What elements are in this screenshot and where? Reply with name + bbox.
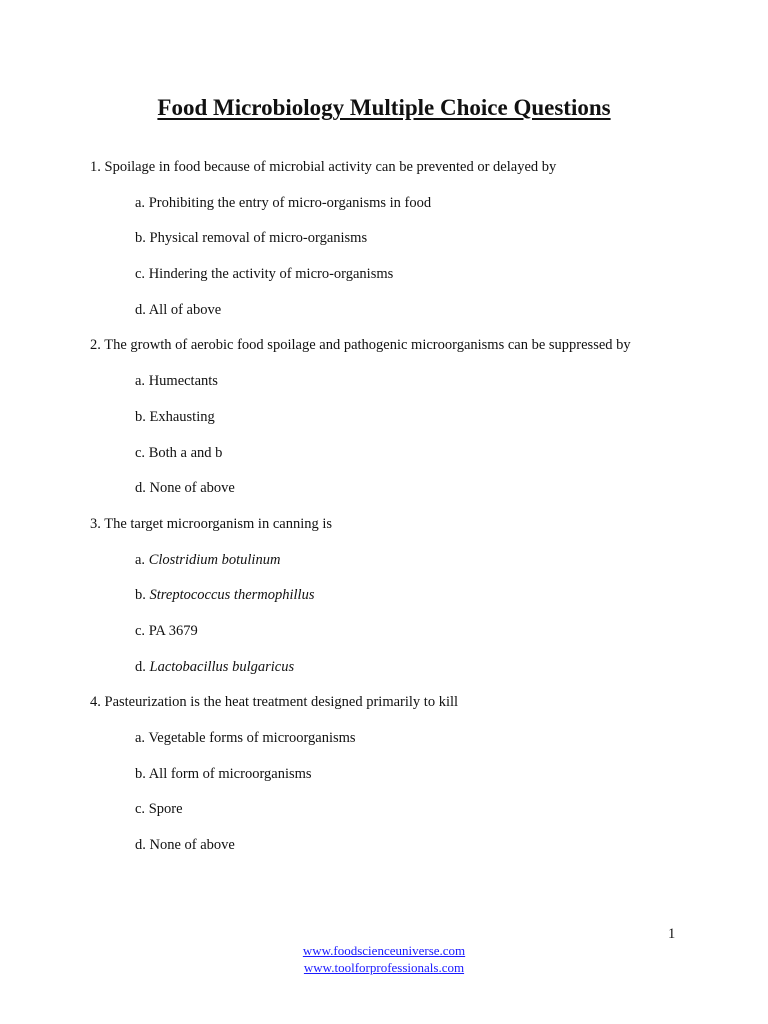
option-text: None of above	[149, 480, 235, 497]
answer-option-a	[135, 193, 730, 229]
option-prefix: b.	[135, 230, 150, 247]
option-prefix: a.	[135, 373, 149, 390]
option-text: Both a and b	[148, 444, 223, 461]
option-text: All form of microorganisms	[148, 765, 312, 782]
question-text: 3. The target microorganism in canning is	[90, 515, 333, 532]
answer-option-c	[135, 264, 730, 300]
option-prefix: d.	[135, 658, 150, 675]
answer-option-b	[135, 407, 730, 443]
answer-option-c	[135, 443, 730, 479]
option-prefix: d.	[135, 301, 149, 318]
answer-option-d	[135, 835, 730, 871]
answer-option-d	[135, 478, 730, 514]
option-prefix: b.	[135, 765, 149, 782]
option-prefix: b.	[135, 587, 150, 604]
option-text: Hindering the activity of micro-organisms	[148, 266, 394, 283]
answer-option-b	[135, 228, 730, 264]
option-prefix: c.	[135, 801, 149, 818]
answer-option-d	[135, 657, 730, 693]
page-number: 1	[668, 926, 676, 942]
option-text: Vegetable forms of microorganisms	[148, 730, 356, 746]
option-prefix: c.	[135, 444, 149, 461]
option-text: None of above	[149, 837, 235, 854]
option-prefix: c.	[135, 266, 149, 283]
option-text: Lactobacillus bulgaricus	[149, 658, 295, 675]
question-text: 1. Spoilage in food because of microbial activity can be prevented or delayed by	[90, 159, 557, 175]
option-prefix: a.	[135, 551, 149, 568]
page-footer	[0, 942, 768, 976]
question-2	[90, 335, 730, 513]
question-list	[90, 157, 730, 871]
question-text: 2. The growth of aerobic food spoilage and pathogenic microorganisms can be suppressed by	[90, 337, 631, 354]
question-3	[90, 514, 730, 692]
option-text: Exhausting	[149, 408, 215, 425]
option-text: PA 3679	[148, 622, 198, 639]
footer-link-foodscienceuniverse[interactable]: www.foodscienceuniverse.com	[302, 943, 466, 958]
question-1	[90, 157, 730, 335]
option-text: Prohibiting the entry of micro-organisms in food	[148, 194, 432, 211]
option-text: Clostridium botulinum	[148, 551, 281, 568]
option-text: Physical removal of micro-organisms	[149, 230, 368, 247]
question-text: 4. Pasteurization is the heat treatment designed primarily to kill	[90, 694, 459, 711]
answer-option-b	[135, 585, 730, 621]
answer-option-c	[135, 621, 730, 657]
option-text: All of above	[148, 301, 222, 318]
answer-option-a	[135, 550, 730, 586]
option-prefix: a.	[135, 730, 149, 746]
option-text: Streptococcus thermophillus	[149, 587, 315, 604]
question-4	[90, 692, 730, 870]
option-text: Spore	[148, 801, 183, 818]
answer-option-d	[135, 300, 730, 336]
option-text: Humectants	[148, 373, 218, 390]
option-prefix: d.	[135, 480, 150, 497]
page-title: Food Microbiology Multiple Choice Questions	[157, 95, 611, 120]
footer-link-toolforprofessionals[interactable]: www.toolforprofessionals.com	[303, 960, 465, 975]
answer-option-a	[135, 728, 730, 764]
answer-option-c	[135, 799, 730, 835]
option-prefix: d.	[135, 837, 150, 854]
option-prefix: a.	[135, 194, 149, 211]
option-prefix: c.	[135, 622, 149, 639]
answer-option-b	[135, 764, 730, 800]
option-prefix: b.	[135, 408, 150, 425]
answer-option-a	[135, 371, 730, 407]
